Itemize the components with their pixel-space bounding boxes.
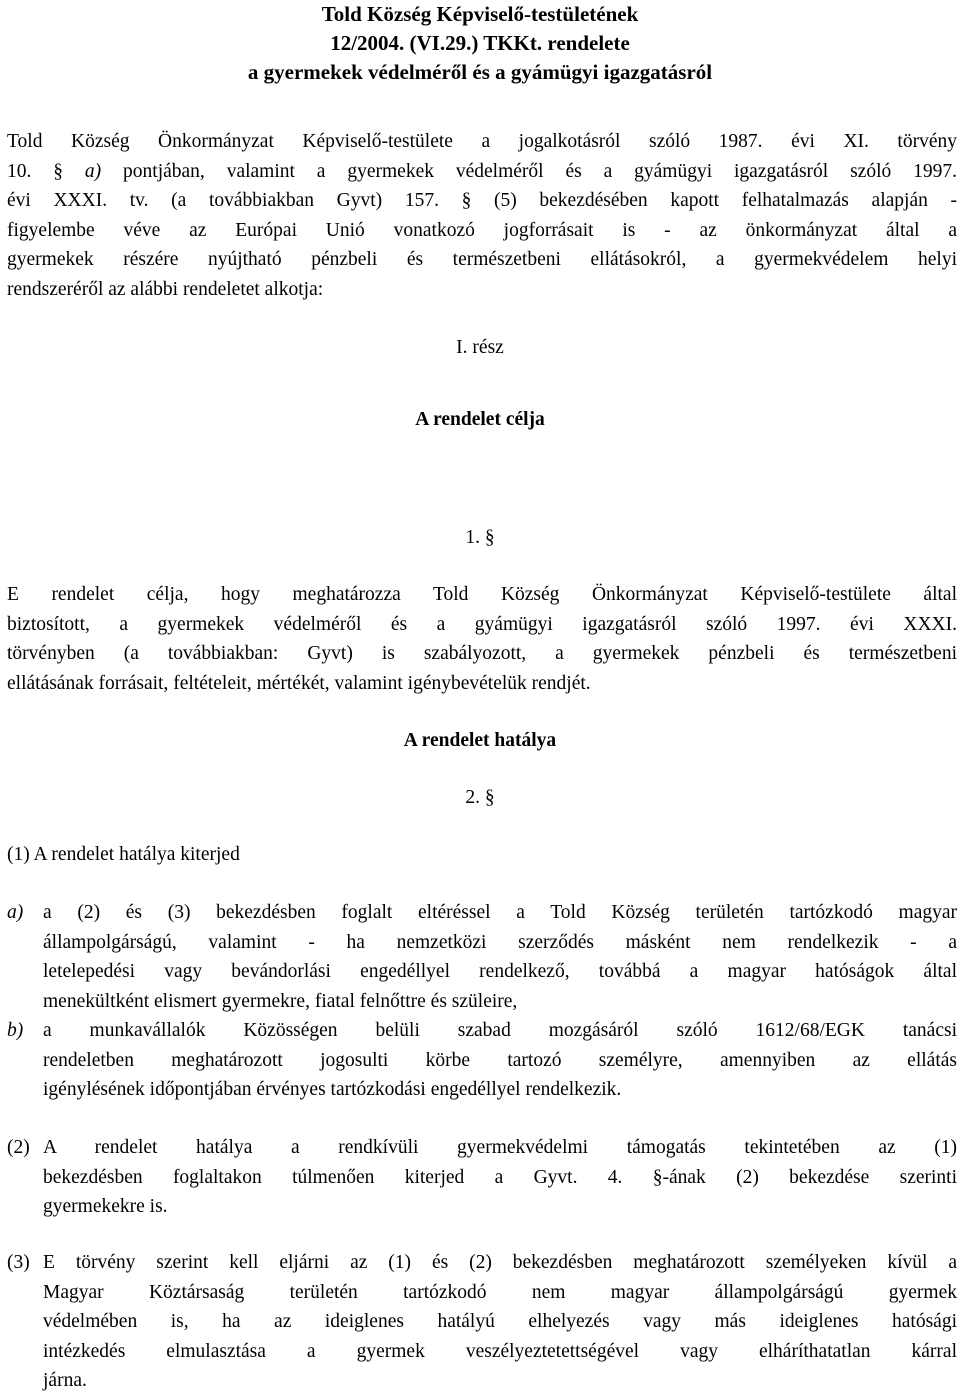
preamble-paragraph xyxy=(7,127,957,304)
list-item-line: a munkavállalók Közösségen belüli szabad mozgásáról szóló 1612/68/EGK tanácsi xyxy=(43,1020,957,1041)
list-item-b-body xyxy=(43,1016,957,1105)
paragraph-line: intézkedés elmulasztása a gyermek veszélyeztetettségével vagy elháríthatatlan kárral xyxy=(43,1340,957,1362)
list-item-a-body xyxy=(43,898,957,1016)
paragraph-marker-2: (2) xyxy=(7,1137,30,1158)
preamble-point-ref: a) xyxy=(84,160,102,182)
list-marker-a: a) xyxy=(7,902,24,923)
list-item-a xyxy=(7,898,957,1018)
section-2-paragraph-3 xyxy=(7,1248,957,1393)
list-item-line: menekültként elismert gyermekre, fiatal felnőttre és szüleire, xyxy=(43,990,518,1012)
list-item-b xyxy=(7,1016,957,1106)
list-item-line: állampolgárságú, valamint - ha nemzetközi szerződés másként nem rendelkezik - a xyxy=(43,931,957,953)
preamble-line: figyelembe véve az Európai Unió vonatkozó jogforrásait is - az önkormányzat által a xyxy=(7,219,957,241)
list-item-line: letelepedési vagy bevándorlási engedéllyel rendelkező, továbbá a magyar hatóságok által xyxy=(43,961,957,982)
part-label: I. rész xyxy=(456,337,504,358)
section-1-line: törvényben (a továbbiakban: Gyvt) is szabályozott, a gyermekek pénzbeli és természetbeni xyxy=(7,643,957,664)
paragraph-line: gyermekekre is. xyxy=(43,1196,168,1217)
list-item-line: igénylésének időpontjában érvényes tartózkodási engedéllyel rendelkezik. xyxy=(43,1079,622,1100)
section-2-paragraph-2 xyxy=(7,1133,957,1223)
preamble-line: rendszeréről az alábbi rendeletet alkotja: xyxy=(7,278,324,300)
part-heading: A rendelet célja xyxy=(415,409,545,430)
list-item-line: rendeletben meghatározott jogosulti körbe tartozó személyre, amennyiben az ellátás xyxy=(43,1049,957,1071)
paragraph-3-body xyxy=(43,1248,957,1396)
preamble-text: 10. § xyxy=(7,160,85,182)
paragraph-line: A rendelet hatálya a rendkívüli gyermekvédelmi támogatás tekintetében az (1) xyxy=(43,1137,957,1158)
section-1-number: 1. § xyxy=(465,527,495,548)
section-2-intro: (1) A rendelet hatálya kiterjed xyxy=(7,844,240,865)
section-1-line: E rendelet célja, hogy meghatározza Told Község Önkormányzat Képviselő-testülete által xyxy=(7,584,957,605)
section-2-number: 2. § xyxy=(465,787,495,808)
preamble-text: pontjában, valamint a gyermekek védelméről és a gyámügyi igazgatásról szóló 1997. xyxy=(101,160,957,182)
preamble-line xyxy=(7,157,957,187)
paragraph-line: védelmében is, ha az ideiglenes hatályú elhelyezés vagy más ideiglenes hatósági xyxy=(43,1311,957,1332)
section-1-paragraph xyxy=(7,580,957,698)
preamble-line: gyermekek részére nyújtható pénzbeli és természetbeni ellátásokról, a gyermekvédelem helyi xyxy=(7,249,957,270)
section-1-line: ellátásának forrásait, feltételeit, mértékét, valamint igénybevételük rendjét. xyxy=(7,672,591,694)
document-title-line-1: Told Község Képviselő-testületének xyxy=(321,2,639,26)
paragraph-line: Magyar Köztársaság területén tartózkodó nem magyar állampolgárságú gyermek xyxy=(43,1281,957,1303)
list-marker-b: b) xyxy=(7,1020,24,1041)
paragraph-marker-3: (3) xyxy=(7,1252,30,1273)
list-item-line: a (2) és (3) bekezdésben foglalt eltéréssel a Told Község területén tartózkodó magyar xyxy=(43,902,957,923)
paragraph-line: járna. xyxy=(43,1370,87,1391)
document-title-line-3: a gyermekek védelméről és a gyámügyi igazgatásról xyxy=(247,60,713,84)
section-2-heading: A rendelet hatálya xyxy=(403,730,557,751)
paragraph-2-body xyxy=(43,1133,957,1222)
document-title-line-2: 12/2004. (VI.29.) TKKt. rendelete xyxy=(330,31,630,55)
preamble-line: évi XXXI. tv. (a továbbiakban Gyvt) 157. § (5) bekezdésében kapott felhatalmazás alapján - xyxy=(7,190,957,211)
preamble-line: Told Község Önkormányzat Képviselő-testülete a jogalkotásról szóló 1987. évi XI. törvény xyxy=(7,131,957,152)
paragraph-line: E törvény szerint kell eljárni az (1) és (2) bekezdésben meghatározott személyeken kívül a xyxy=(43,1252,957,1273)
section-1-line: biztosított, a gyermekek védelméről és a gyámügyi igazgatásról szóló 1997. évi XXXI. xyxy=(7,613,957,635)
paragraph-line: bekezdésben foglaltakon túlmenően kiterjed a Gyvt. 4. §-ának (2) bekezdése szerinti xyxy=(43,1166,957,1188)
